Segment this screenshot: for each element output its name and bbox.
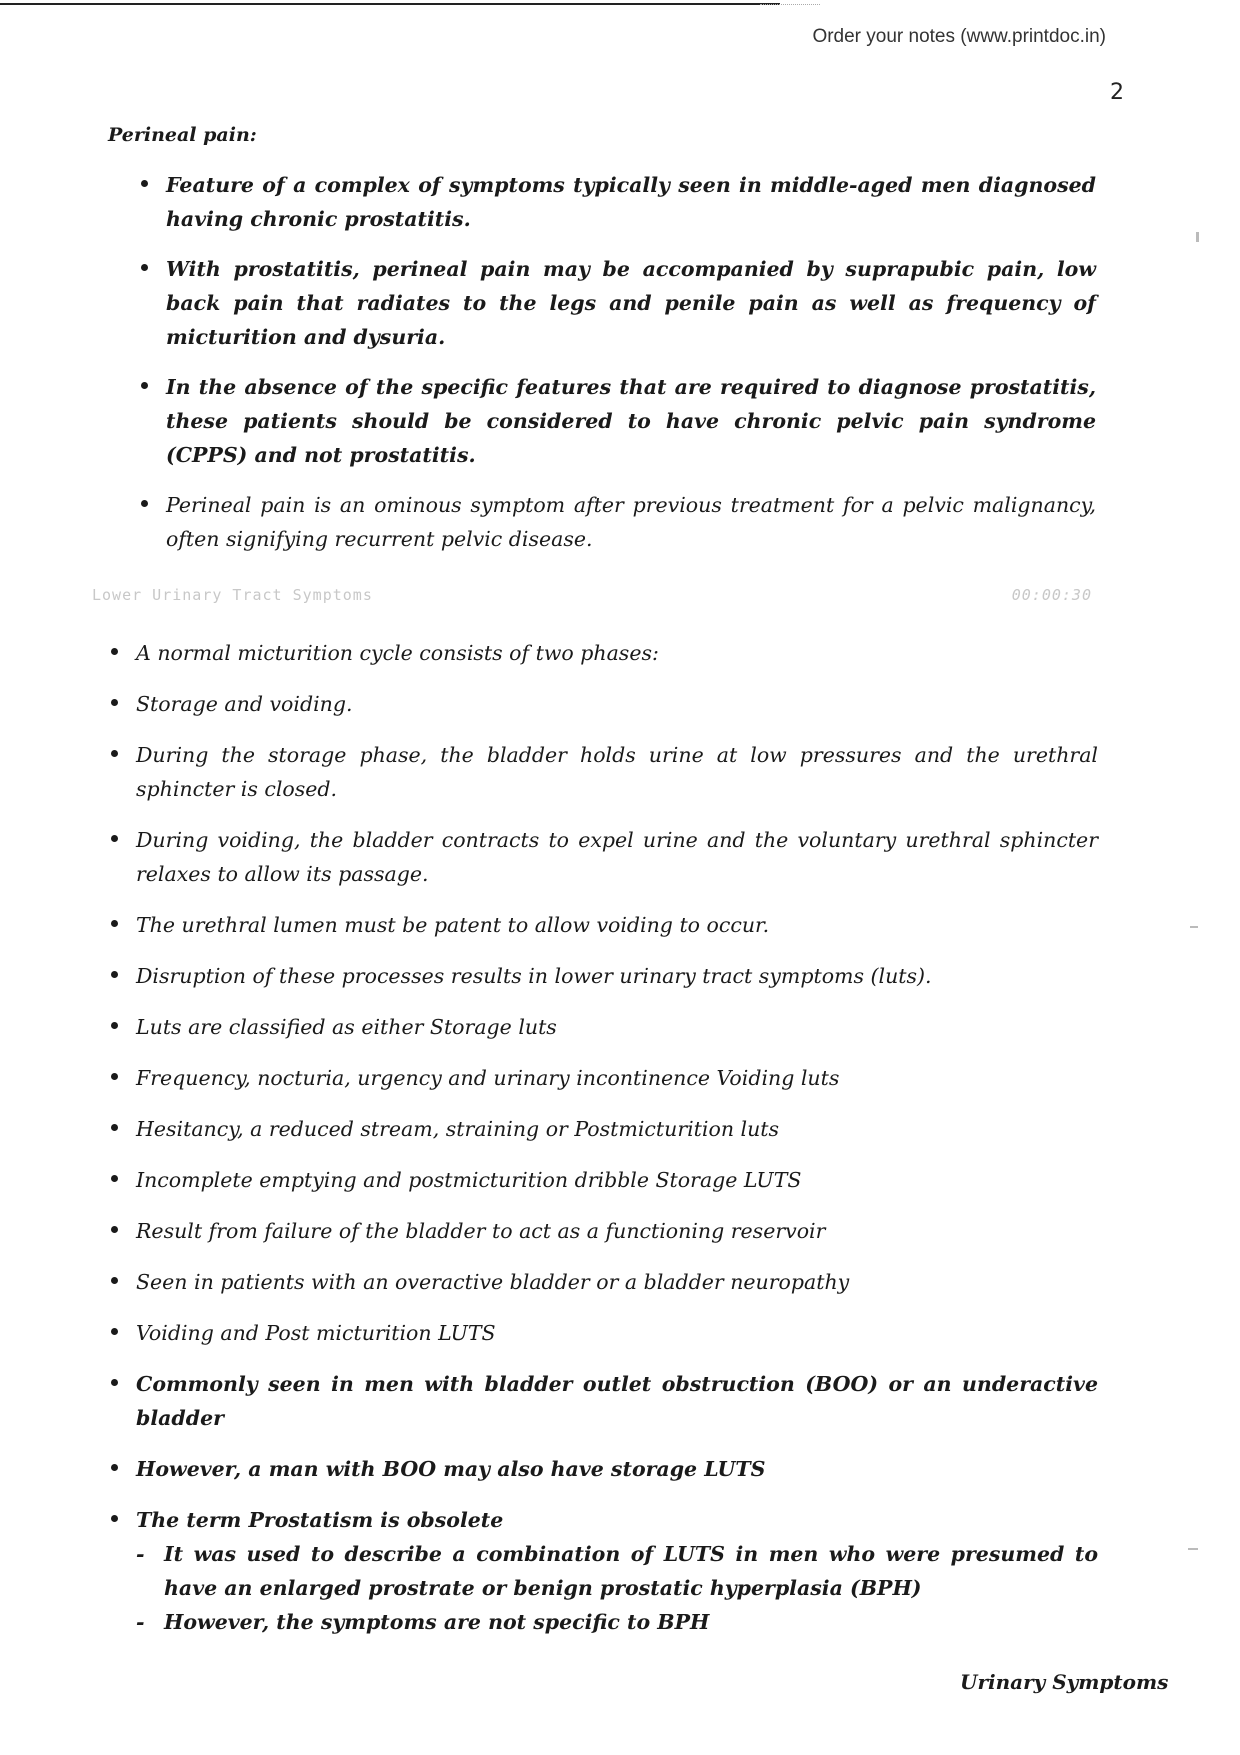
- list-item: Disruption of these processes results in lower urinary tract symptoms (luts).: [136, 959, 1098, 993]
- faded-section-strip: [92, 586, 1092, 612]
- list-item: Result from failure of the bladder to act as a functioning reservoir: [136, 1214, 1098, 1248]
- list-item: Feature of a complex of symptoms typically seen in middle-aged men diagnosed having chronic prostatitis.: [166, 168, 1096, 236]
- sub-list: [136, 1537, 1098, 1639]
- faded-section-title: Lower Urinary Tract Symptoms: [92, 586, 373, 604]
- list-item: Incomplete emptying and postmicturition dribble Storage LUTS: [136, 1163, 1098, 1197]
- footer-section-label: Urinary Symptoms: [960, 1670, 1169, 1694]
- list-item: However, a man with BOO may also have storage LUTS: [136, 1452, 1098, 1486]
- list-item: Voiding and Post micturition LUTS: [136, 1316, 1098, 1350]
- list-item: Hesitancy, a reduced stream, straining or Postmicturition luts: [136, 1112, 1098, 1146]
- section-heading-perineal-pain: Perineal pain:: [108, 124, 257, 146]
- page-number: 2: [1110, 80, 1124, 105]
- scan-speck: [1190, 926, 1198, 928]
- faded-timestamp: 00:00:30: [1011, 586, 1092, 604]
- list-item: Storage and voiding.: [136, 687, 1098, 721]
- list-item: During voiding, the bladder contracts to expel urine and the voluntary urethral sphincter relaxes to allow its passage.: [136, 823, 1098, 891]
- scan-speck: [1196, 232, 1199, 242]
- list-item: The urethral lumen must be patent to allow voiding to occur.: [136, 908, 1098, 942]
- list-item: Luts are classified as either Storage luts: [136, 1010, 1098, 1044]
- luts-list: [136, 636, 1098, 1656]
- list-item: With prostatitis, perineal pain may be accompanied by suprapubic pain, low back pain that radiates to the legs and penile pain as well as frequency of micturition and dysuria.: [166, 252, 1096, 354]
- scan-speck: [1188, 1548, 1198, 1550]
- list-item: Frequency, nocturia, urgency and urinary incontinence Voiding luts: [136, 1061, 1098, 1095]
- list-item: Perineal pain is an ominous symptom after previous treatment for a pelvic malignancy, often signifying recurrent pelvic disease.: [166, 488, 1096, 556]
- header-note: Order your notes (www.printdoc.in): [812, 26, 1106, 47]
- list-item: Commonly seen in men with bladder outlet obstruction (BOO) or an underactive bladder: [136, 1367, 1098, 1435]
- list-item-text: The term Prostatism is obsolete: [136, 1508, 504, 1532]
- sub-list-item-text: However, the symptoms are not specific to BPH: [164, 1610, 710, 1634]
- sub-list-item: [136, 1605, 1098, 1639]
- dash-marker: -: [136, 1542, 145, 1566]
- list-item: In the absence of the specific features that are required to diagnose prostatitis, these patients should be considered to have chronic pelvic pain syndrome (CPPS) and not prostatitis.: [166, 370, 1096, 472]
- top-rule-dots: [760, 4, 820, 5]
- list-item: Seen in patients with an overactive bladder or a bladder neuropathy: [136, 1265, 1098, 1299]
- list-item: A normal micturition cycle consists of two phases:: [136, 636, 1098, 670]
- dash-marker: -: [136, 1610, 145, 1634]
- list-item-with-subitems: [136, 1503, 1098, 1639]
- sub-list-item: [136, 1537, 1098, 1605]
- sub-list-item-text: It was used to describe a combination of LUTS in men who were presumed to have an enlarged prostrate or benign prostatic hyperplasia (BPH): [164, 1542, 1098, 1600]
- list-item: During the storage phase, the bladder holds urine at low pressures and the urethral sphincter is closed.: [136, 738, 1098, 806]
- perineal-pain-list: [166, 168, 1096, 572]
- top-rule: [0, 3, 780, 5]
